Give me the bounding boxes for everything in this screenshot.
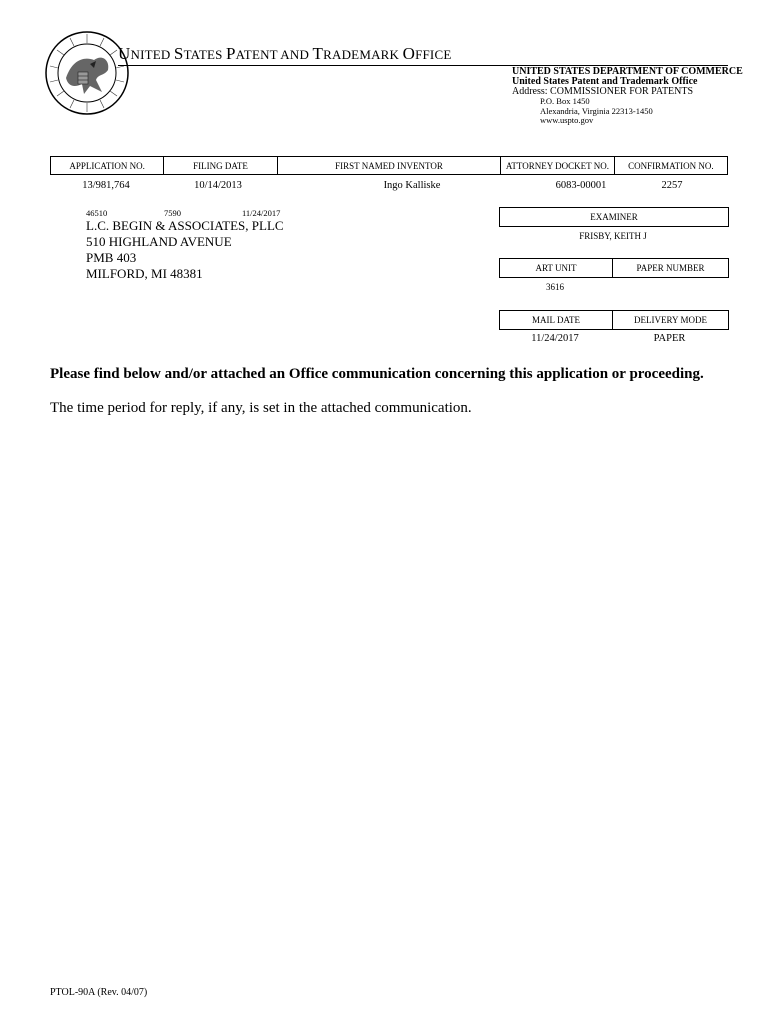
application-table	[50, 156, 728, 175]
col-confirmation-no: CONFIRMATION NO.	[614, 157, 727, 175]
mail-date-label: MAIL DATE	[500, 311, 613, 329]
correspondence-address	[86, 218, 284, 282]
paper-number-label: PAPER NUMBER	[636, 263, 705, 273]
address-line: MILFORD, MI 48381	[86, 266, 203, 281]
address-line: L.C. BEGIN & ASSOCIATES, PLLC	[86, 218, 284, 233]
customer-number: 46510	[86, 208, 108, 218]
correspondence-date: 11/24/2017	[242, 208, 281, 218]
filing-date-value: 10/14/2013	[194, 180, 242, 191]
application-no-value: 13/981,764	[82, 180, 130, 191]
application-values-row	[50, 180, 728, 194]
docket-no-value: 6083-00001	[555, 180, 607, 191]
art-unit-label: ART UNIT	[500, 259, 613, 277]
correspondence-code: 7590	[164, 208, 181, 218]
art-unit-value: 3616	[546, 282, 564, 292]
office-name: United States Patent and Trademark Office	[512, 76, 698, 87]
correspondence-codes	[86, 208, 281, 218]
examiner-box	[499, 207, 729, 227]
office-title: UNITED STATES PATENT AND TRADEMARK OFFICE	[118, 44, 452, 63]
form-id: PTOL-90A (Rev. 04/07)	[50, 987, 148, 998]
col-application-no: APPLICATION NO.	[51, 157, 164, 175]
delivery-mode-value: PAPER	[653, 333, 686, 344]
website: www.uspto.gov	[540, 115, 594, 125]
uspto-seal-icon	[44, 30, 130, 116]
art-unit-box	[499, 258, 729, 278]
col-filing-date: FILING DATE	[164, 157, 277, 175]
po-box: P.O. Box 1450	[540, 96, 590, 106]
confirmation-no-value: 2257	[661, 180, 683, 191]
col-first-named-inventor: FIRST NAMED INVENTOR	[277, 157, 501, 175]
delivery-mode-label: DELIVERY MODE	[634, 315, 707, 325]
address-label: Address: COMMISSIONER FOR PATENTS	[512, 86, 694, 97]
mail-date-value: 11/24/2017	[531, 333, 579, 344]
notice-text: The time period for reply, if any, is set in the attached communication.	[50, 400, 472, 416]
notice-heading: Please find below and/or attached an Office communication concerning this application or proceeding.	[50, 366, 704, 382]
col-attorney-docket-no: ATTORNEY DOCKET NO.	[501, 157, 614, 175]
examiner-value: FRISBY, KEITH J	[579, 231, 647, 241]
mail-box	[499, 310, 729, 330]
examiner-label: EXAMINER	[590, 212, 638, 222]
department-name: UNITED STATES DEPARTMENT OF COMMERCE	[512, 66, 743, 77]
city-line: Alexandria, Virginia 22313-1450	[540, 105, 653, 116]
inventor-value: Ingo Kalliske	[383, 180, 441, 191]
address-line: PMB 403	[86, 250, 137, 265]
address-line: 510 HIGHLAND AVENUE	[86, 234, 232, 249]
department-address-block	[512, 67, 743, 126]
